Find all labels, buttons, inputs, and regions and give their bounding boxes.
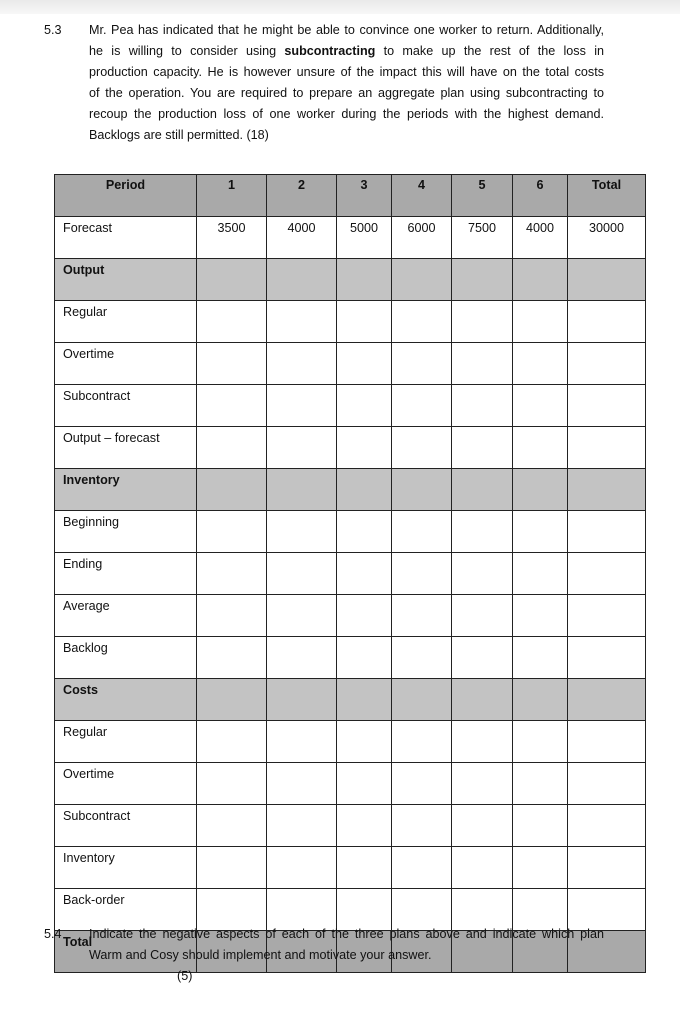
empty-cell xyxy=(267,469,337,511)
empty-cell xyxy=(337,679,392,721)
question-line-part: he is willing to consider using xyxy=(89,44,285,58)
question-line xyxy=(89,41,604,62)
empty-cell xyxy=(267,343,337,385)
empty-cell xyxy=(197,553,267,595)
empty-cell xyxy=(452,427,513,469)
forecast-cell: 30000 xyxy=(568,217,646,259)
empty-cell xyxy=(337,847,392,889)
empty-cell xyxy=(267,637,337,679)
question-marks: (5) xyxy=(177,969,193,983)
row-label: Average xyxy=(55,595,197,637)
empty-cell xyxy=(337,301,392,343)
empty-cell xyxy=(337,805,392,847)
empty-cell xyxy=(267,763,337,805)
section-label: Inventory xyxy=(55,469,197,511)
empty-cell xyxy=(267,385,337,427)
empty-cell xyxy=(568,637,646,679)
table-row xyxy=(55,805,646,847)
empty-cell xyxy=(568,259,646,301)
empty-cell xyxy=(392,595,452,637)
empty-cell xyxy=(267,511,337,553)
empty-cell xyxy=(452,679,513,721)
empty-cell xyxy=(513,427,568,469)
empty-cell xyxy=(267,301,337,343)
empty-cell xyxy=(513,301,568,343)
empty-cell xyxy=(267,679,337,721)
section-row-output xyxy=(55,259,646,301)
row-label: Back-order xyxy=(55,889,197,931)
empty-cell xyxy=(568,595,646,637)
row-label: Subcontract xyxy=(55,385,197,427)
header-cell: 4 xyxy=(392,175,452,217)
empty-cell xyxy=(337,511,392,553)
table-row xyxy=(55,511,646,553)
header-cell: 6 xyxy=(513,175,568,217)
row-label: Regular xyxy=(55,721,197,763)
empty-cell xyxy=(568,385,646,427)
empty-cell xyxy=(452,511,513,553)
section-label: Output xyxy=(55,259,197,301)
empty-cell xyxy=(392,301,452,343)
empty-cell xyxy=(197,847,267,889)
empty-cell xyxy=(452,637,513,679)
empty-cell xyxy=(452,847,513,889)
row-label: Ending xyxy=(55,553,197,595)
empty-cell xyxy=(392,805,452,847)
header-cell: Total xyxy=(568,175,646,217)
empty-cell xyxy=(513,343,568,385)
empty-cell xyxy=(513,805,568,847)
empty-cell xyxy=(337,721,392,763)
section-label: Costs xyxy=(55,679,197,721)
question-line: Backlogs are still permitted. (18) xyxy=(89,128,269,142)
empty-cell xyxy=(452,385,513,427)
empty-cell xyxy=(392,427,452,469)
empty-cell xyxy=(568,301,646,343)
header-cell: 5 xyxy=(452,175,513,217)
empty-cell xyxy=(337,385,392,427)
header-cell: 2 xyxy=(267,175,337,217)
empty-cell xyxy=(267,721,337,763)
empty-cell xyxy=(452,259,513,301)
empty-cell xyxy=(513,595,568,637)
empty-cell xyxy=(337,763,392,805)
empty-cell xyxy=(197,805,267,847)
empty-cell xyxy=(267,847,337,889)
question-line: Mr. Pea has indicated that he might be able to convince one worker to return. Additionally, xyxy=(89,23,604,37)
table-row xyxy=(55,301,646,343)
empty-cell xyxy=(197,301,267,343)
empty-cell xyxy=(337,637,392,679)
question-line: of the operation. You are required to prepare an aggregate plan using subcontracting to xyxy=(89,86,604,100)
question-text xyxy=(89,924,604,966)
empty-cell xyxy=(337,469,392,511)
empty-cell xyxy=(337,343,392,385)
bold-term: subcontracting xyxy=(284,44,376,58)
empty-cell xyxy=(392,259,452,301)
empty-cell xyxy=(392,721,452,763)
empty-cell xyxy=(267,805,337,847)
empty-cell xyxy=(513,763,568,805)
empty-cell xyxy=(513,847,568,889)
empty-cell xyxy=(392,679,452,721)
empty-cell xyxy=(452,763,513,805)
empty-cell xyxy=(452,553,513,595)
empty-cell xyxy=(568,511,646,553)
empty-cell xyxy=(452,469,513,511)
empty-cell xyxy=(452,343,513,385)
empty-cell xyxy=(392,553,452,595)
empty-cell xyxy=(197,595,267,637)
header-cell: 1 xyxy=(197,175,267,217)
empty-cell xyxy=(337,595,392,637)
forecast-cell: 6000 xyxy=(392,217,452,259)
question-line: recoup the production loss of one worker during the periods with the highest demand. xyxy=(89,107,604,121)
empty-cell xyxy=(197,343,267,385)
table-row xyxy=(55,721,646,763)
table-row xyxy=(55,763,646,805)
question-number: 5.4 xyxy=(44,927,62,941)
section-label: Total xyxy=(55,931,197,973)
forecast-cell: 3500 xyxy=(197,217,267,259)
empty-cell xyxy=(568,679,646,721)
table-row xyxy=(55,637,646,679)
table-row xyxy=(55,847,646,889)
empty-cell xyxy=(452,595,513,637)
empty-cell xyxy=(568,343,646,385)
forecast-cell: 4000 xyxy=(267,217,337,259)
row-label: Backlog xyxy=(55,637,197,679)
empty-cell xyxy=(568,847,646,889)
empty-cell xyxy=(513,553,568,595)
empty-cell xyxy=(513,679,568,721)
row-label: Output – forecast xyxy=(55,427,197,469)
question-text xyxy=(89,20,604,146)
forecast-cell: 5000 xyxy=(337,217,392,259)
empty-cell xyxy=(452,721,513,763)
empty-cell xyxy=(568,427,646,469)
empty-cell xyxy=(392,511,452,553)
forecast-row xyxy=(55,217,646,259)
empty-cell xyxy=(392,343,452,385)
forecast-cell: 7500 xyxy=(452,217,513,259)
empty-cell xyxy=(513,469,568,511)
empty-cell xyxy=(267,553,337,595)
empty-cell xyxy=(392,469,452,511)
question-number: 5.3 xyxy=(44,23,62,37)
empty-cell xyxy=(568,469,646,511)
table-row xyxy=(55,553,646,595)
empty-cell xyxy=(392,385,452,427)
empty-cell xyxy=(197,469,267,511)
empty-cell xyxy=(197,721,267,763)
empty-cell xyxy=(197,637,267,679)
empty-cell xyxy=(267,427,337,469)
row-label: Overtime xyxy=(55,763,197,805)
question-line: Warm and Cosy should implement and motivate your answer. xyxy=(89,948,432,962)
empty-cell xyxy=(197,679,267,721)
empty-cell xyxy=(197,763,267,805)
forecast-cell: 4000 xyxy=(513,217,568,259)
empty-cell xyxy=(513,637,568,679)
header-cell: Period xyxy=(55,175,197,217)
section-row-costs xyxy=(55,679,646,721)
question-line-part: to make up the rest of the loss in xyxy=(375,44,604,58)
row-label: Subcontract xyxy=(55,805,197,847)
empty-cell xyxy=(337,427,392,469)
row-label: Forecast xyxy=(55,217,197,259)
empty-cell xyxy=(568,763,646,805)
empty-cell xyxy=(513,721,568,763)
row-label: Beginning xyxy=(55,511,197,553)
empty-cell xyxy=(568,553,646,595)
empty-cell xyxy=(267,259,337,301)
question-line: Indicate the negative aspects of each of the three plans above and indicate which plan xyxy=(89,927,604,941)
empty-cell xyxy=(452,805,513,847)
empty-cell xyxy=(197,427,267,469)
empty-cell xyxy=(513,259,568,301)
aggregate-plan-table xyxy=(54,174,646,973)
table-row xyxy=(55,427,646,469)
table-row xyxy=(55,595,646,637)
question-line: production capacity. He is however unsure of the impact this will have on the total costs xyxy=(89,65,604,79)
empty-cell xyxy=(568,805,646,847)
empty-cell xyxy=(513,385,568,427)
empty-cell xyxy=(197,385,267,427)
empty-cell xyxy=(267,595,337,637)
header-row xyxy=(55,175,646,217)
table-row xyxy=(55,343,646,385)
empty-cell xyxy=(197,511,267,553)
top-shadow-bar xyxy=(0,0,680,14)
row-label: Inventory xyxy=(55,847,197,889)
empty-cell xyxy=(392,637,452,679)
empty-cell xyxy=(392,847,452,889)
empty-cell xyxy=(337,553,392,595)
table-row xyxy=(55,385,646,427)
empty-cell xyxy=(197,259,267,301)
empty-cell xyxy=(337,259,392,301)
empty-cell xyxy=(568,721,646,763)
empty-cell xyxy=(513,511,568,553)
row-label: Overtime xyxy=(55,343,197,385)
section-row-inventory xyxy=(55,469,646,511)
header-cell: 3 xyxy=(337,175,392,217)
empty-cell xyxy=(392,763,452,805)
empty-cell xyxy=(452,301,513,343)
row-label: Regular xyxy=(55,301,197,343)
